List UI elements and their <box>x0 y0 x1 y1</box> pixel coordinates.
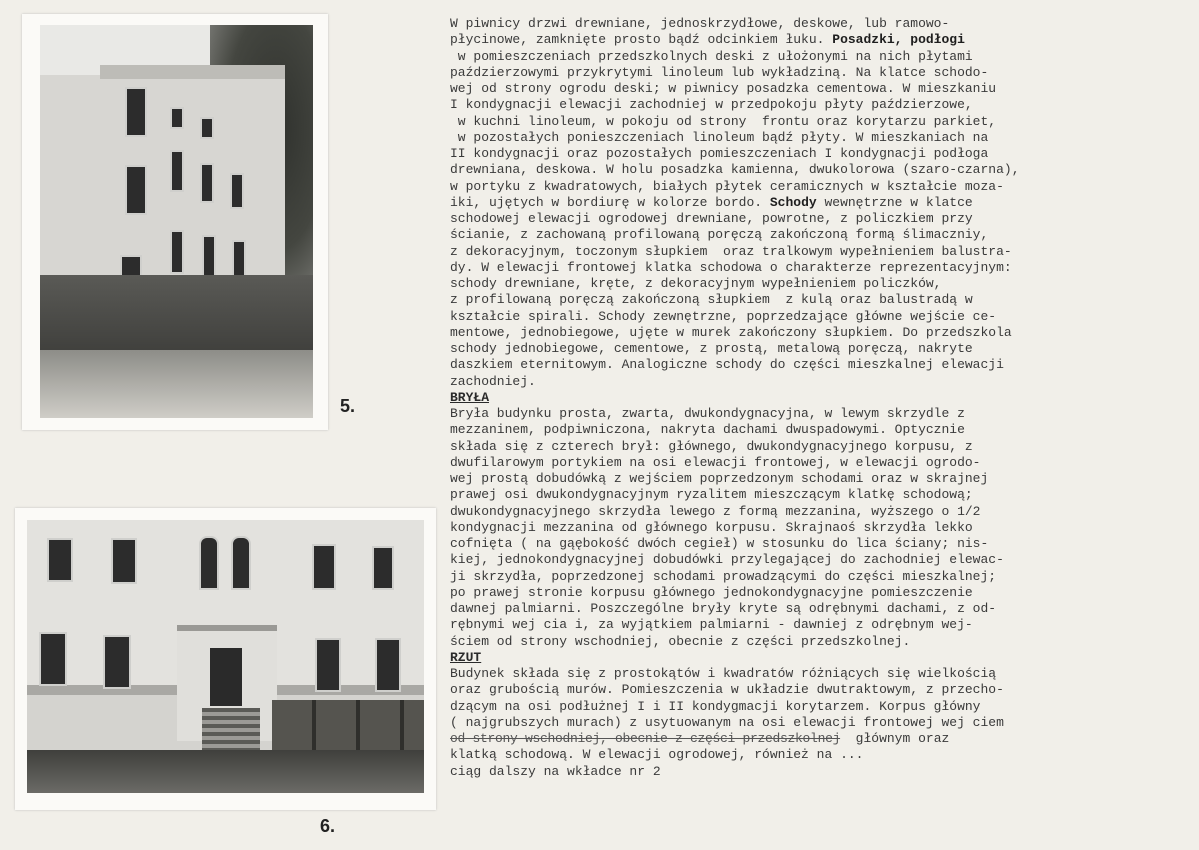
text-line: ( najgrubszych murach) z usytuowanym na osi elewacji frontowej wej ciem <box>450 714 1004 730</box>
building-facade <box>40 75 285 290</box>
text-line: dy. W elewacji frontowej klatka schodowa o charakterze reprezentacyjnym: <box>450 259 1012 275</box>
photo-5-number: 5. <box>340 396 356 416</box>
text-line: kondygnacji mezzanina od głównego korpusu. Skrajnaoś skrzydła lekko <box>450 519 973 535</box>
text-line: kiej, jednokondygnacyjnej dobudówki przylegającej do zachodniej elewac- <box>450 552 1004 568</box>
struck-out-text: od strony wschodniej, obecnie z części przedszkolnej <box>450 731 841 746</box>
text-line: w pomieszczeniach przedszkolnych deski z ułożonymi na nich płytami <box>450 48 973 64</box>
text-line: paździerzowymi przykrytymi linoleum lub wykładziną. Na klatce schodo- <box>450 64 989 80</box>
text-line <box>450 195 1195 211</box>
text-line: I kondygnacji elewacji zachodniej w przedpokoju płyty paździerzowe, <box>450 97 973 113</box>
text-line: mezzaninem, podpiwniczona, nakryta dachami dwuspadowymi. Optycznie <box>450 422 965 438</box>
text-line: Budynek składa się z prostokątów i kwadratów różniących się wielkością <box>450 666 997 681</box>
cornice <box>100 65 285 79</box>
text-line: kształcie spirali. Schody zewnętrzne, poprzedzające główne wejście ce- <box>450 308 997 324</box>
text-line: dwukondygnacyjnego skrzydła lewego z formą mezzanina, wyższego o 1/2 <box>450 503 981 519</box>
text-line: składa się z czterech brył: głównego, dwukondygnacyjnego korpusu, z <box>450 438 973 454</box>
text-line: ściem od strony wschodniej, obecnie z części przedszkolnej. <box>450 633 911 649</box>
text-line: cofnięta ( na gąębokość dwóch cegieł) w stosunku do lica ściany; nis- <box>450 536 989 551</box>
text-line: dzącym na osi podłużnej I i II kondygmacji korytarzem. Korpus główny <box>450 698 981 714</box>
photo-5-building-side-view <box>40 25 313 418</box>
text-line <box>450 731 1195 747</box>
text-line: po prawej stronie korpusu głównego jednokondygnacyjne pomieszczenie <box>450 584 973 600</box>
text-line: schody drewniane, kręte, z dekoracyjnym wypełnieniem policzków, <box>450 276 942 291</box>
section-heading-rzut: RZUT <box>450 649 482 665</box>
wooden-fence <box>40 275 313 355</box>
section-heading-bryla: BRYŁA <box>450 389 490 405</box>
text-line: w portyku z kwadratowych, białych płytek ceramicznych w kształcie moza- <box>450 178 1004 194</box>
text-line: oraz grubością murów. Pomieszczenia w układzie dwutraktowym, z przecho- <box>450 682 1004 698</box>
text-segment: wewnętrzne w klatce <box>816 194 973 210</box>
text-line: ciąg dalszy na wkładce nr 2 <box>450 763 661 779</box>
photo-6-building-garden-elevation <box>27 520 424 793</box>
text-line: klatką schodową. W elewacji ogrodowej, również na ... <box>450 747 864 763</box>
text-segment: głównym oraz <box>840 731 950 746</box>
text-line: z profilowaną poręczą zakończoną słupkiem z kulą oraz balustradą w <box>450 292 973 308</box>
bold-keyword: Schody <box>769 194 817 210</box>
text-line: dawnej palmiarni. Poszczególne bryły kryte są odrębnymi dachami, z od- <box>450 601 997 616</box>
ground <box>27 750 424 793</box>
text-line: W piwnicy drzwi drewniane, jednoskrzydłowe, deskowe, lub ramowo- <box>450 16 950 31</box>
text-line: ji skrzydła, poprzedzonej schodami prowadzącymi do części mieszkalnej; <box>450 568 997 584</box>
text-line: mentowe, jednobiegowe, ujęte w murek zakończony słupkiem. Do przedszkola <box>450 324 1012 340</box>
text-line: ścianie, z zachowaną profilowaną poręczą zakończoną formą ślimaczniy, <box>450 227 989 243</box>
text-line: Bryła budynku prosta, zwarta, dwukondygnacyjna, w lewym skrzydle z <box>450 406 965 421</box>
text-line: rębnymi wej cia i, za wyjątkiem palmiarni - dawniej z odrębnym wej- <box>450 617 973 633</box>
ground <box>40 350 313 418</box>
text-line: II kondygnacji oraz pozostałych pomieszczeniach I kondygnacji podłoga <box>450 146 989 161</box>
bold-keyword: Posadzki, podłogi <box>832 32 965 48</box>
text-segment: płycinowe, zamknięte prosto bądź odcinkiem łuku. <box>450 32 833 48</box>
text-line <box>450 32 1195 48</box>
text-line: drewniana, deskowa. W holu posadzka kamienna, dwukolorowa (szaro-czarna), <box>450 162 1020 178</box>
text-line: w kuchni linoleum, w pokoju od strony frontu oraz korytarzu parkiet, <box>450 113 997 129</box>
text-line: wej od strony ogrodu deski; w piwnicy posadzka cementowa. W mieszkaniu <box>450 81 997 96</box>
typewritten-description <box>450 16 1195 780</box>
text-line: w pozostałych ponieszczeniach linoleum bądź płyty. W mieszkaniach na <box>450 129 989 145</box>
text-line: dwufilarowym portykiem na osi elewacji frontowej, w elewacji ogrodo- <box>450 454 981 470</box>
text-line: z dekoracyjnym, toczonym słupkiem oraz tralkowym wypełnieniem balustra- <box>450 243 1012 259</box>
entrance-door <box>210 648 242 706</box>
text-line: wej prostą dobudówką z wejściem poprzedzonym schodami oraz w skrajnej <box>450 471 989 486</box>
text-line: daszkiem eternitowym. Analogiczne schody do części mieszkalnej elewacji <box>450 357 1004 373</box>
text-line: zachodniej. <box>450 373 536 389</box>
photo-6-number: 6. <box>320 816 336 836</box>
text-segment: iki, ujętych w bordiurę w kolorze bordo. <box>450 194 770 210</box>
text-line: schody jednobiegowe, cementowe, z prostą, metalową poręczą, nakryte <box>450 341 973 356</box>
text-line: prawej osi dwukondygnacyjnym ryzalitem mieszczącym klatkę schodową; <box>450 487 973 503</box>
text-line: schodowej elewacji ogrodowej drewniane, powrotne, z policzkiem przy <box>450 211 973 226</box>
